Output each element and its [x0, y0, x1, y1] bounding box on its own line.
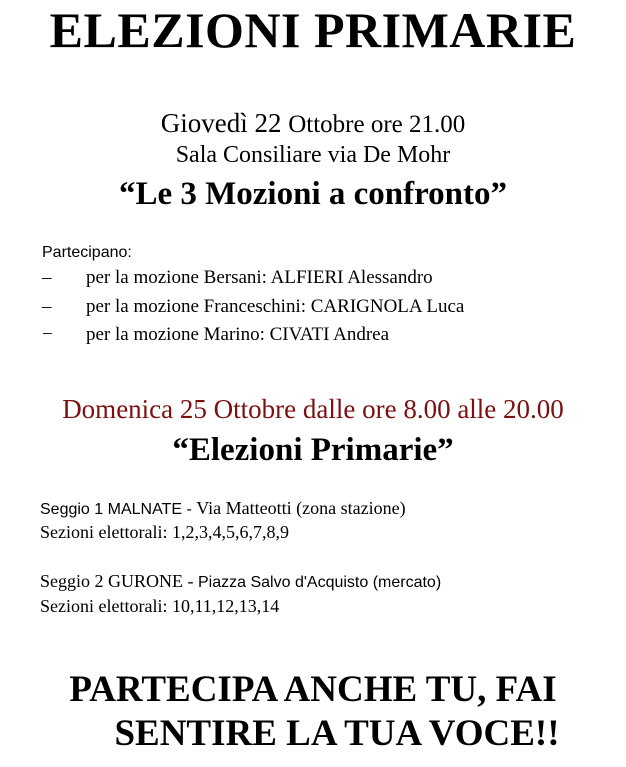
event-topic: “Le 3 Mozioni a confronto” — [118, 176, 508, 212]
seat-2-sections: Sezioni elettorali: 10,11,12,13,14 — [40, 596, 280, 616]
seat-separator: - — [182, 501, 197, 518]
vote-title: “Elezioni Primarie” — [172, 432, 454, 468]
dash-bullet: − — [42, 324, 53, 345]
participant-row — [42, 266, 433, 290]
participant-row — [42, 295, 464, 319]
vote-date: Domenica 25 Ottobre dalle ore 8.00 alle 20.00 — [62, 394, 564, 424]
event-place: Sala Consiliare via De Mohr — [175, 142, 451, 168]
seat-1-sections: Sezioni elettorali: 1,2,3,4,5,6,7,8,9 — [40, 522, 289, 542]
page-title: ELEZIONI PRIMARIE — [49, 2, 577, 58]
participant-text: per la mozione Marino: CIVATI Andrea — [86, 324, 390, 345]
seat-name: Seggio 2 GURONE — [40, 571, 183, 591]
seat-2-location — [40, 569, 441, 595]
participant-text: per la mozione Franceschini: CARIGNOLA Luca — [86, 296, 465, 317]
seat-address: Via Matteotti (zona stazione) — [196, 498, 406, 518]
closing-line-2: SENTIRE LA TUA VOCE!! — [114, 713, 560, 754]
dash-bullet: – — [42, 296, 52, 317]
seat-separator: - — [183, 571, 198, 591]
closing-line-1: PARTECIPA ANCHE TU, FAI — [69, 669, 557, 710]
dash-bullet: – — [42, 267, 52, 288]
participant-row — [42, 323, 389, 347]
event-date — [0, 108, 626, 140]
seat-address: Piazza Salvo d'Acquisto (mercato) — [198, 574, 442, 591]
participants-heading: Partecipano: — [42, 244, 132, 261]
seat-name: Seggio 1 MALNATE — [40, 501, 182, 518]
participant-text: per la mozione Bersani: ALFIERI Alessandro — [86, 267, 433, 288]
event-day: Giovedì 22 — [160, 108, 282, 138]
seat-1-location — [40, 496, 406, 522]
event-time: Ottobre ore 21.00 — [288, 111, 466, 138]
